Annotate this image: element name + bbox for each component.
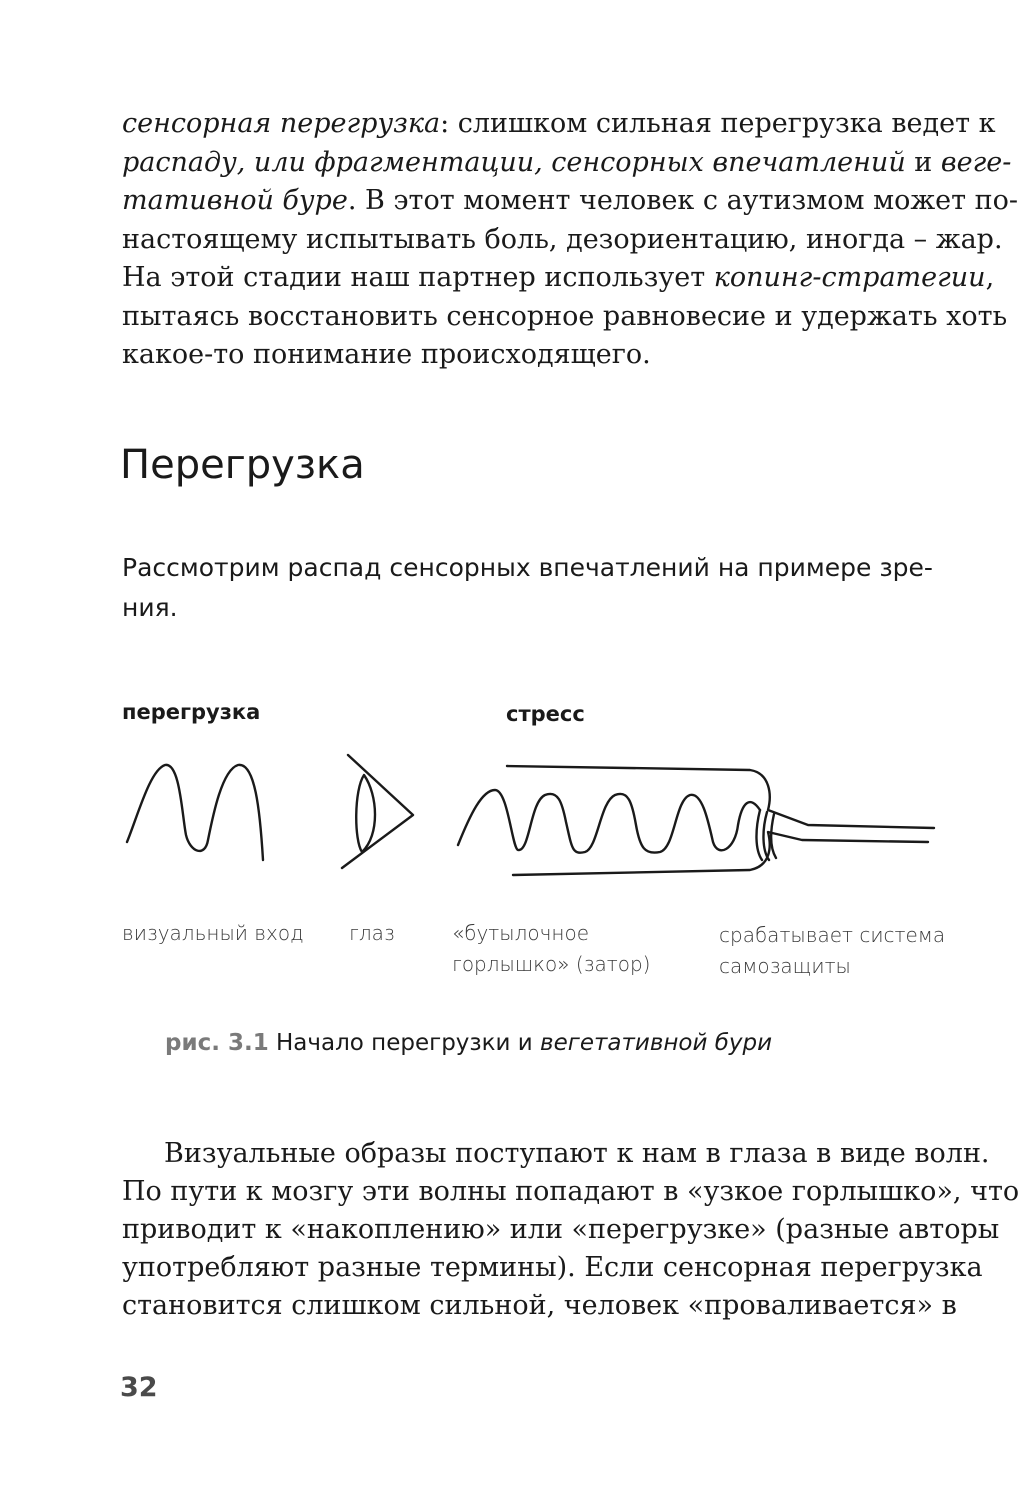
paragraph-3-line: употребляют разные термины). Если сенсорная перегрузка bbox=[122, 1252, 983, 1283]
paragraph-2-line: ния. bbox=[122, 593, 178, 622]
paragraph-1-line: какое-то понимание происходящего. bbox=[122, 339, 651, 370]
paragraph-1-line: распаду, или фрагментации, сенсорных впечатлений и веге- bbox=[122, 146, 1012, 178]
visual-input-wave bbox=[127, 765, 263, 860]
paragraph-3-line: становится слишком сильной, человек «проваливается» в bbox=[122, 1290, 957, 1321]
overload-diagram bbox=[110, 740, 950, 890]
caption-bottleneck: «бутылочное горлышко» (затор) bbox=[452, 921, 651, 976]
caption-visual-input: визуальный вход bbox=[122, 921, 304, 945]
figure-number: рис. 3.1 bbox=[165, 1030, 269, 1056]
term-coping-strategies: копинг-стратегии bbox=[713, 262, 986, 293]
caption-eye: глаз bbox=[349, 921, 395, 945]
term-vegetative-storm: веге- bbox=[940, 146, 1012, 178]
figure-label-stress: стресс bbox=[506, 702, 585, 726]
compressed-wave bbox=[458, 790, 760, 853]
self-defense-lines bbox=[756, 810, 776, 860]
paragraph-2 bbox=[122, 548, 937, 628]
term-fragmentation: распаду, или фрагментации, сенсорных впечатлений bbox=[122, 146, 906, 178]
section-heading: Перегрузка bbox=[120, 442, 365, 488]
paragraph-1-line: сенсорная перегрузка: слишком сильная перегрузка ведет к bbox=[122, 108, 996, 139]
paragraph-1-line: пытаясь восстановить сенсорное равновесие и удержать хоть bbox=[122, 300, 1008, 332]
paragraph-2-line: Рассмотрим распад сенсорных впечатлений на примере зре- bbox=[122, 553, 933, 582]
paragraph-1-line: настоящему испытывать боль, дезориентацию, иногда – жар. bbox=[122, 223, 1003, 255]
paragraph-3-line: По пути к мозгу эти волны попадают в «узкое горлышко», что bbox=[122, 1176, 1019, 1207]
page-number: 32 bbox=[120, 1372, 158, 1403]
paragraph-3 bbox=[122, 1135, 1019, 1325]
figure-caption: рис. 3.1 Начало перегрузки и вегетативной бури bbox=[165, 1030, 773, 1056]
term-sensory-overload: сенсорная перегрузка bbox=[122, 108, 441, 139]
paragraph-1 bbox=[122, 105, 1019, 375]
eye-shape bbox=[342, 755, 413, 868]
figure-label-overload: перегрузка bbox=[122, 700, 261, 724]
bottleneck-tube bbox=[507, 766, 934, 875]
paragraph-1-line: тативной буре. В этот момент человек с аутизмом может по- bbox=[122, 185, 1019, 216]
paragraph-3-line: Визуальные образы поступают к нам в глаза в виде волн. bbox=[164, 1138, 990, 1169]
caption-self-defense: срабатывает система самозащиты bbox=[719, 923, 946, 978]
paragraph-1-line: На этой стадии наш партнер использует копинг-стратегии, bbox=[122, 262, 995, 293]
paragraph-3-line: приводит к «накоплению» или «перегрузке» (разные авторы bbox=[122, 1214, 1000, 1245]
